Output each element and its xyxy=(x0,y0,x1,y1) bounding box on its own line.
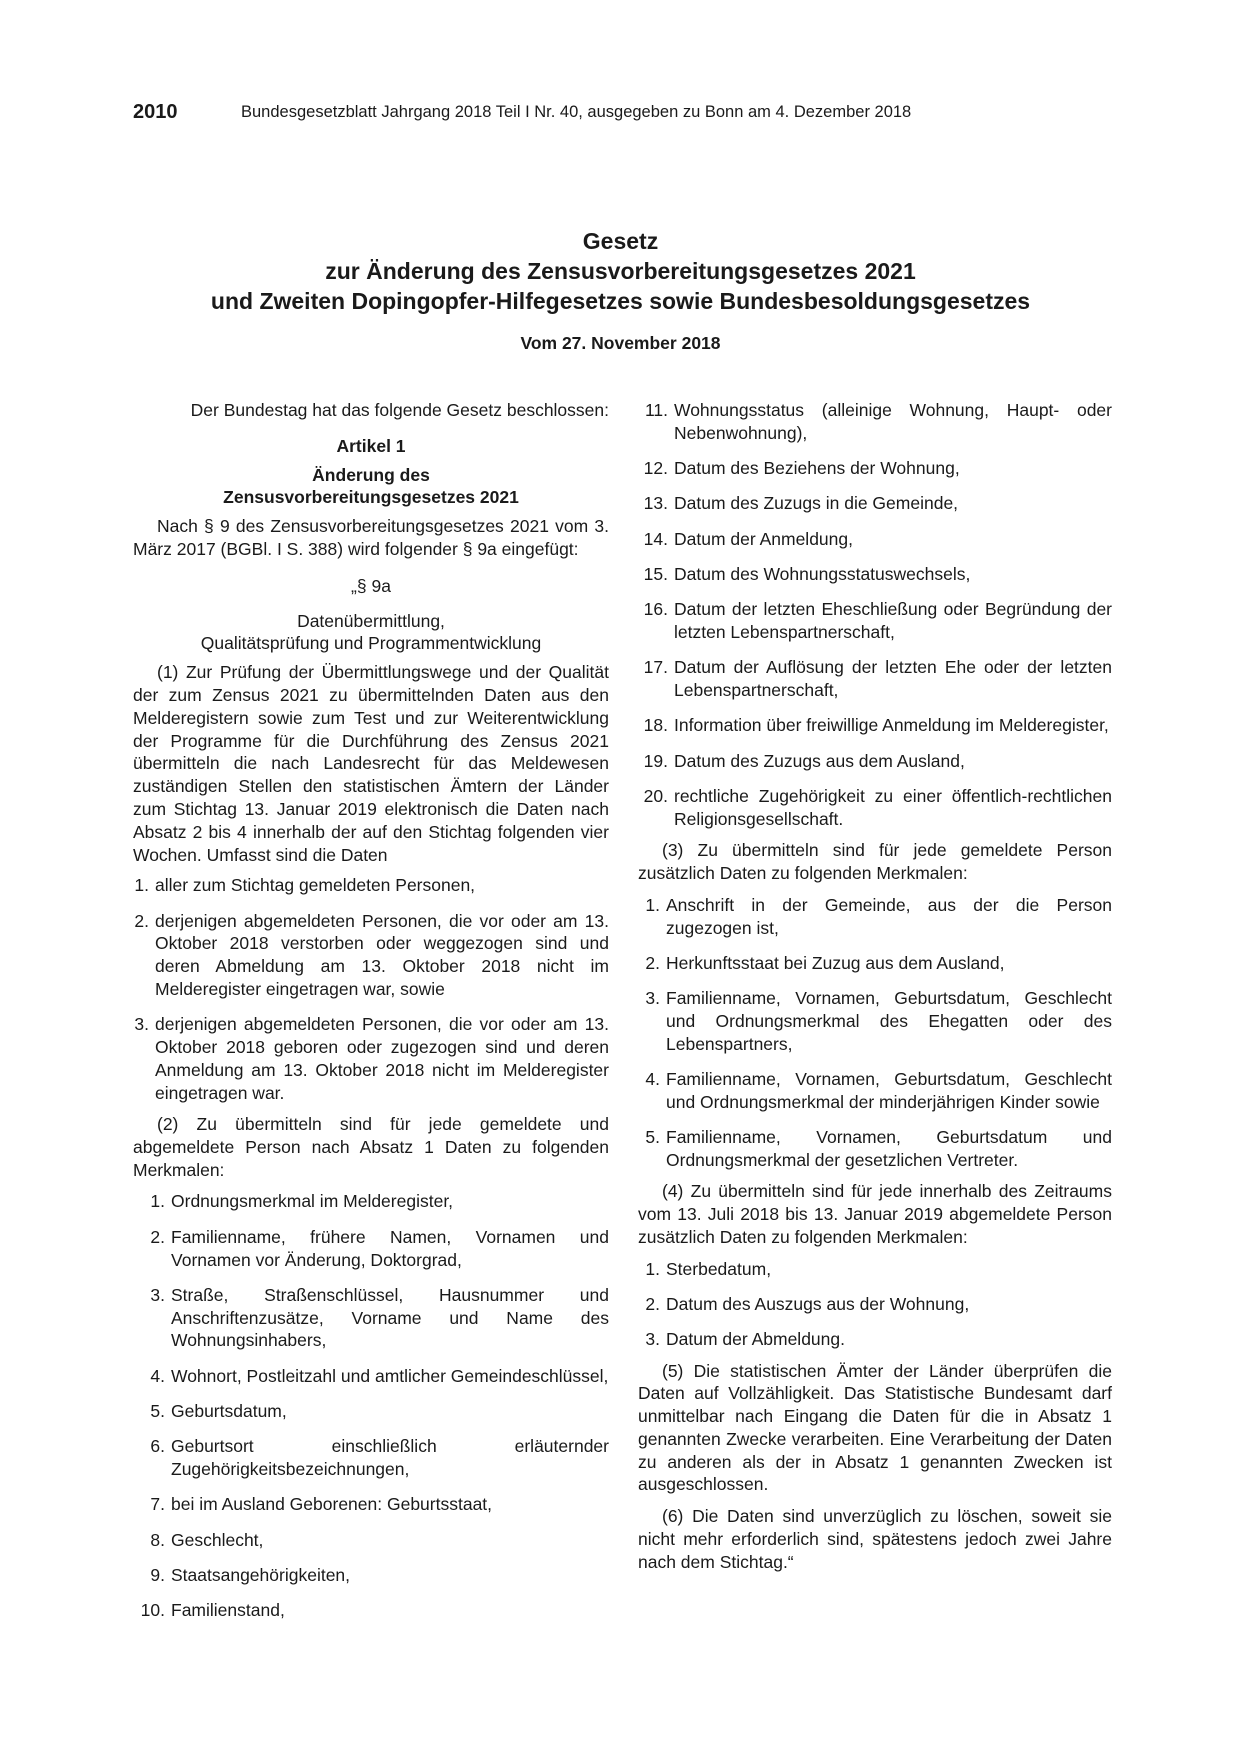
list-item xyxy=(638,1328,1112,1351)
list-item-text: Familienname, frühere Namen, Vornamen und Vornamen vor Änderung, Doktorgrad, xyxy=(171,1226,609,1270)
list-item-number: 15. xyxy=(643,563,668,584)
list-item-number: 2. xyxy=(645,952,660,973)
list-item-number: 6. xyxy=(150,1436,165,1457)
paragraph-2-list xyxy=(133,1190,609,1622)
list-item-text: Sterbedatum, xyxy=(666,1258,772,1279)
list-item-number: 20. xyxy=(643,786,668,807)
list-item-text: Datum der letzten Eheschließung oder Begründung der letzten Lebenspartnerschaft, xyxy=(674,599,1112,643)
list-item-text: Familienname, Vornamen, Geburtsdatum, Geschlecht und Ordnungsmerkmal der minderjährigen Kinder sowie xyxy=(666,1069,1112,1112)
list-item xyxy=(638,894,1112,940)
left-column xyxy=(133,399,609,1635)
list-item-number: 18. xyxy=(643,715,668,736)
list-item xyxy=(133,1599,609,1622)
list-item xyxy=(638,987,1112,1055)
list-item-number: 13. xyxy=(643,493,668,514)
list-item-text: Herkunftsstaat bei Zuzug aus dem Ausland, xyxy=(666,952,1005,973)
list-item-text: Straße, Straßenschlüssel, Hausnummer und Anschriftenzusätze, Vorname und Name des Wohnungsinhabers, xyxy=(171,1284,609,1351)
paragraph-4-list xyxy=(638,1258,1112,1351)
paragraph-2: (2) Zu übermitteln sind für jede gemeldete und abgemeldete Person nach Absatz 1 Daten zu folgenden Merkmalen: xyxy=(133,1114,609,1180)
article-title-line-1: Änderung des xyxy=(312,464,430,485)
list-item xyxy=(133,1013,609,1104)
enacting-clause: Der Bundestag hat das folgende Gesetz beschlossen: xyxy=(190,400,609,420)
list-item xyxy=(638,399,1112,445)
list-item-text: Information über freiwillige Anmeldung im Melderegister, xyxy=(674,715,1109,736)
list-item xyxy=(133,910,609,1001)
list-item-text: Ordnungsmerkmal im Melderegister, xyxy=(171,1191,454,1212)
law-title xyxy=(0,226,1241,316)
list-item-number: 4. xyxy=(645,1069,660,1090)
list-item-number: 8. xyxy=(150,1529,165,1550)
list-item-number: 3. xyxy=(150,1284,165,1305)
list-item-text: Datum der Anmeldung, xyxy=(674,528,853,549)
list-item xyxy=(133,874,609,897)
list-item xyxy=(133,1400,609,1423)
list-item xyxy=(638,785,1112,831)
list-item-number: 1. xyxy=(150,1191,165,1212)
list-item-text: bei im Ausland Geborenen: Geburtsstaat, xyxy=(171,1494,493,1515)
list-item xyxy=(638,457,1112,480)
list-item-number: 12. xyxy=(643,458,668,479)
list-item xyxy=(638,714,1112,737)
list-item-text: Wohnort, Postleitzahl und amtlicher Gemeindeschlüssel, xyxy=(171,1365,609,1386)
list-item xyxy=(133,1365,609,1388)
list-item xyxy=(638,1258,1112,1281)
list-item-text: derjenigen abgemeldeten Personen, die vor oder am 13. Oktober 2018 geboren oder zugezogen sind und deren Anmeldung am 13. Oktober 2018 nicht im Melderegister eingetragen war. xyxy=(155,1014,609,1103)
list-item-number: 17. xyxy=(643,657,668,678)
title-line-2: zur Änderung des Zensusvorbereitungsgesetzes 2021 xyxy=(325,258,916,284)
paragraph-3: (3) Zu übermitteln sind für jede gemeldete Person zusätzlich Daten zu folgenden Merkmalen: xyxy=(638,840,1112,883)
right-column xyxy=(638,399,1112,1583)
list-item xyxy=(638,750,1112,773)
list-item-number: 19. xyxy=(643,750,668,771)
list-item-text: Wohnungsstatus (alleinige Wohnung, Haupt- oder Nebenwohnung), xyxy=(674,400,1112,443)
list-item-number: 3. xyxy=(134,1014,149,1035)
law-date: Vom 27. November 2018 xyxy=(520,333,721,353)
section-title-line-2: Qualitätsprüfung und Programmentwicklung xyxy=(200,633,542,654)
list-item xyxy=(638,598,1112,644)
list-item-text: Datum des Wohnungsstatuswechsels, xyxy=(674,563,971,584)
list-item-text: Anschrift in der Gemeinde, aus der die Person zugezogen ist, xyxy=(666,894,1112,938)
title-line-1: Gesetz xyxy=(582,228,659,254)
list-item-number: 2. xyxy=(150,1226,165,1247)
list-item-text: Familienname, Vornamen, Geburtsdatum und Ordnungsmerkmal der gesetzlichen Vertreter. xyxy=(666,1127,1112,1170)
list-item xyxy=(638,656,1112,702)
list-item-number: 3. xyxy=(645,1329,660,1350)
list-item-text: Datum der Abmeldung. xyxy=(666,1329,845,1350)
list-item-text: Datum der Auflösung der letzten Ehe oder der letzten Lebenspartnerschaft, xyxy=(674,657,1112,701)
list-item xyxy=(133,1284,609,1352)
paragraph-4: (4) Zu übermitteln sind für jede innerhalb des Zeitraums vom 13. Juli 2018 bis 13. Januar 2019 abgemeldete Person zusätzlich Daten zu folgenden Merkmalen: xyxy=(638,1181,1112,1247)
list-item xyxy=(638,1068,1112,1114)
list-item xyxy=(638,1126,1112,1172)
list-item-number: 7. xyxy=(150,1494,165,1515)
list-item-number: 5. xyxy=(150,1400,165,1421)
section-title-line-1: Datenübermittlung, xyxy=(297,610,445,631)
paragraph-5: (5) Die statistischen Ämter der Länder überprüfen die Daten auf Vollzähligkeit. Das Statistische Bundesamt darf unmittelbar nach Eingang die Daten für die in Absatz 1 genannten Zwecke verarbeiten. Eine Verarbeitung der Daten zu anderen als der in Absatz 1 genannten Zwecken ist ausgeschlossen. xyxy=(638,1360,1112,1495)
list-item-text: rechtliche Zugehörigkeit zu einer öffentlich-rechtlichen Religionsgesellschaft. xyxy=(674,786,1112,829)
list-item-number: 1. xyxy=(134,875,149,896)
list-item-number: 1. xyxy=(645,1258,660,1279)
list-item-number: 9. xyxy=(150,1564,165,1585)
running-head: Bundesgesetzblatt Jahrgang 2018 Teil I Nr. 40, ausgegeben zu Bonn am 4. Dezember 2018 xyxy=(241,103,912,121)
list-item-text: Familienstand, xyxy=(171,1600,285,1621)
list-item-number: 2. xyxy=(645,1293,660,1314)
list-item-number: 16. xyxy=(643,599,668,620)
list-item-text: Geschlecht, xyxy=(171,1529,264,1550)
list-item-text: Geburtsort einschließlich erläuternder Zugehörigkeitsbezeichnungen, xyxy=(171,1436,609,1480)
list-item-text: Geburtsdatum, xyxy=(171,1400,287,1421)
list-item-number: 2. xyxy=(134,910,149,931)
list-item xyxy=(133,1226,609,1272)
list-item-text: Datum des Beziehens der Wohnung, xyxy=(674,458,960,479)
list-item xyxy=(133,1190,609,1213)
paragraph-2-list-continued xyxy=(638,399,1112,831)
list-item xyxy=(638,952,1112,975)
list-item xyxy=(638,563,1112,586)
article-title-line-2: Zensusvorbereitungsgesetzes 2021 xyxy=(223,487,519,508)
list-item xyxy=(638,1293,1112,1316)
list-item-text: Datum des Zuzugs in die Gemeinde, xyxy=(674,493,959,514)
list-item-number: 10. xyxy=(140,1600,165,1621)
list-item xyxy=(133,1493,609,1516)
list-item-text: aller zum Stichtag gemeldeten Personen, xyxy=(155,875,476,896)
list-item xyxy=(133,1564,609,1587)
list-item xyxy=(133,1435,609,1481)
list-item-number: 3. xyxy=(645,988,660,1009)
list-item-number: 14. xyxy=(643,528,668,549)
paragraph-1: (1) Zur Prüfung der Übermittlungswege und der Qualität der zum Zensus 2021 zu übermittelnden Daten aus den Melderegistern sowie zum Test und zur Weiterentwicklung der Programme für die Durchführung des Zensus 2021 übermitteln die nach Landesrecht für das Meldewesen zuständigen Stellen den statistischen Ämtern der Länder zum Stichtag 13. Januar 2019 elektronisch die Daten nach Absatz 2 bis 4 innerhalb der auf den Stichtag folgenden vier Wochen. Umfasst sind die Daten xyxy=(133,662,609,865)
list-item-number: 5. xyxy=(645,1127,660,1148)
paragraph-1-list xyxy=(133,874,609,1104)
list-item-text: Datum des Auszugs aus der Wohnung, xyxy=(666,1293,970,1314)
list-item-text: Familienname, Vornamen, Geburtsdatum, Geschlecht und Ordnungsmerkmal des Ehegatten oder des Lebenspartners, xyxy=(666,988,1112,1054)
list-item-text: Datum des Zuzugs aus dem Ausland, xyxy=(674,750,965,771)
list-item xyxy=(133,1529,609,1552)
list-item-number: 4. xyxy=(150,1365,165,1386)
paragraph-6: (6) Die Daten sind unverzüglich zu löschen, soweit sie nicht mehr erforderlich sind, spätestens jedoch zwei Jahre nach dem Stichtag.“ xyxy=(638,1506,1112,1572)
list-item xyxy=(638,528,1112,551)
page-number: 2010 xyxy=(133,101,178,123)
list-item-text: Staatsangehörigkeiten, xyxy=(171,1564,351,1585)
article-text: Nach § 9 des Zensusvorbereitungsgesetzes 2021 vom 3. März 2017 (BGBl. I S. 388) wird folgender § 9a eingefügt: xyxy=(133,516,609,559)
list-item-number: 11. xyxy=(644,400,668,420)
section-label: „§ 9a xyxy=(351,575,391,596)
list-item-number: 1. xyxy=(645,894,660,915)
article-label: Artikel 1 xyxy=(336,435,406,456)
paragraph-3-list xyxy=(638,894,1112,1172)
title-line-3: und Zweiten Dopingopfer-Hilfegesetzes sowie Bundesbesoldungsgesetzes xyxy=(210,288,1031,314)
list-item xyxy=(638,492,1112,515)
list-item-text: derjenigen abgemeldeten Personen, die vor oder am 13. Oktober 2018 verstorben oder weggezogen sind und deren Abmeldung am 13. Oktober 2018 nicht im Melderegister eingetragen war, sowie xyxy=(155,910,609,1000)
